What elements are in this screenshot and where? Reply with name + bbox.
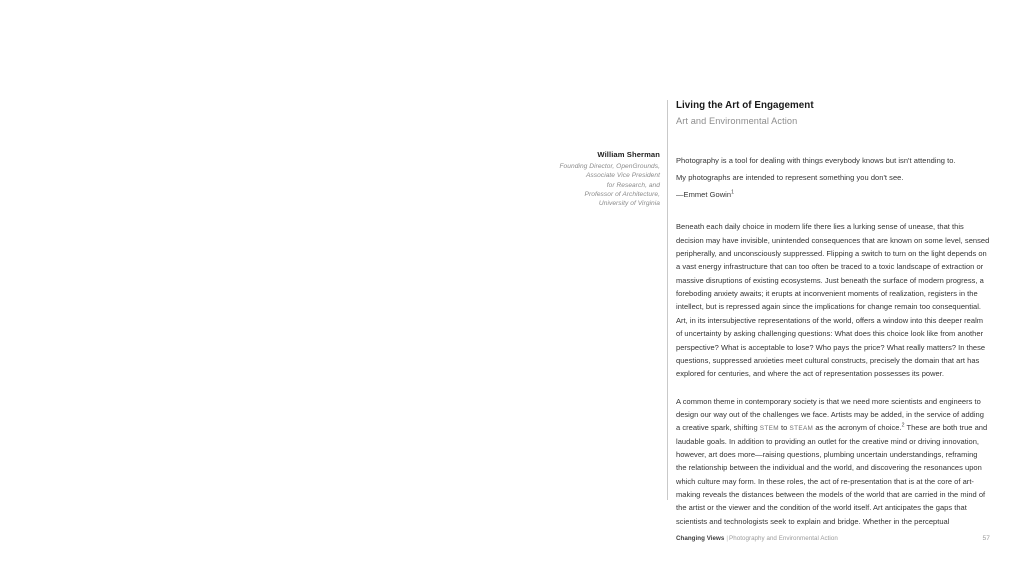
author-affiliation-line-1: Founding Director, OpenGrounds, <box>559 162 660 170</box>
author-affiliation-line-4: Professor of Architecture, <box>584 190 660 198</box>
body-paragraph-2-part-4: These are both true and laudable goals. In addition to providing an outlet for the creative mind or driving innovation, however, art does more—raising questions, plumbing uncertain understandings, reframing the relationship between the individual and the world, and discovering the resonances upon which culture may form. In these roles, the act of re-presentation that is at the core of art-making reveals the distances between the models of the world that are carried in the mind of the artist or the viewer and the condition of the world itself. Art anticipates the gaps that scientists and technologists seek to explain and bridge. Whether in the perceptual <box>676 423 988 526</box>
author-affiliation-line-3: for Research, and <box>606 181 660 189</box>
author-byline <box>540 150 660 209</box>
footnote-marker-2: 2 <box>901 422 905 429</box>
footer-caption <box>676 535 838 542</box>
author-affiliation-line-2: Associate Vice President <box>585 172 660 180</box>
acronym-steam: STEAM <box>789 425 814 433</box>
column-divider-rule <box>667 100 668 500</box>
body-text-block <box>676 220 990 528</box>
footnote-marker-1: 1 <box>731 189 735 196</box>
main-text-column <box>676 100 990 528</box>
chapter-title: Living the Art of Engagement <box>676 100 814 111</box>
epigraph-block <box>676 155 990 202</box>
body-paragraph-1: Beneath each daily choice in modern life there lies a lurking sense of unease, that this decision may have invisible, unintended consequences that are known on some level, sensed peripherally, and unconsciously suppressed. Flipping a switch to turn on the light depends on a vast energy infrastructure that can too often be traced to a toxic landscape of extraction or massive disruptions of existing ecosystems. Just beneath the surface of modern progress, a foreboding anxiety awaits; it erupts at inconvenient moments of realization, registers in the intellect, but is repressed again since the implications for change remain too consequential. Art, in its intersubjective representations of the world, offers a window into this deeper realm of uncertainty by asking challenging questions: What does this choice look like from another perspective? What is acceptable to lose? Who pays the price? What really matters? In these questions, suppressed anxieties meet cultural constructs, precisely the domain that art has explored for centuries, and where the act of representation possesses its power. <box>676 222 990 379</box>
epigraph-line-2: My photographs are intended to represent something you don't see. <box>676 172 904 182</box>
running-footer <box>676 535 990 542</box>
epigraph-attribution-text: —Emmet Gowin <box>676 189 732 199</box>
footer-separator: | <box>726 535 729 542</box>
chapter-subtitle: Art and Environmental Action <box>676 116 798 127</box>
body-paragraph-2-part-1: A common theme in contemporary society is that we need more scientists and engineers to design our way out of the challenges we face. Artists may be added, in the service of adding a creative spark, shifting <box>676 396 984 433</box>
epigraph-attribution <box>676 189 990 202</box>
body-paragraph-2-part-2: to <box>778 423 790 433</box>
epigraph-line-1: Photography is a tool for dealing with things everybody knows but isn't attending to. <box>676 155 956 165</box>
body-paragraph-2-part-3: as the acronym of choice. <box>813 423 902 433</box>
acronym-stem: STEM <box>759 425 779 433</box>
page-number: 57 <box>982 535 990 542</box>
author-name: William Sherman <box>597 150 660 159</box>
body-paragraph-2 <box>676 395 990 528</box>
author-affiliation-line-5: University of Virginia <box>598 200 660 208</box>
footer-publication-title: Changing Views <box>676 535 725 542</box>
footer-section-title: Photography and Environmental Action <box>729 535 838 542</box>
